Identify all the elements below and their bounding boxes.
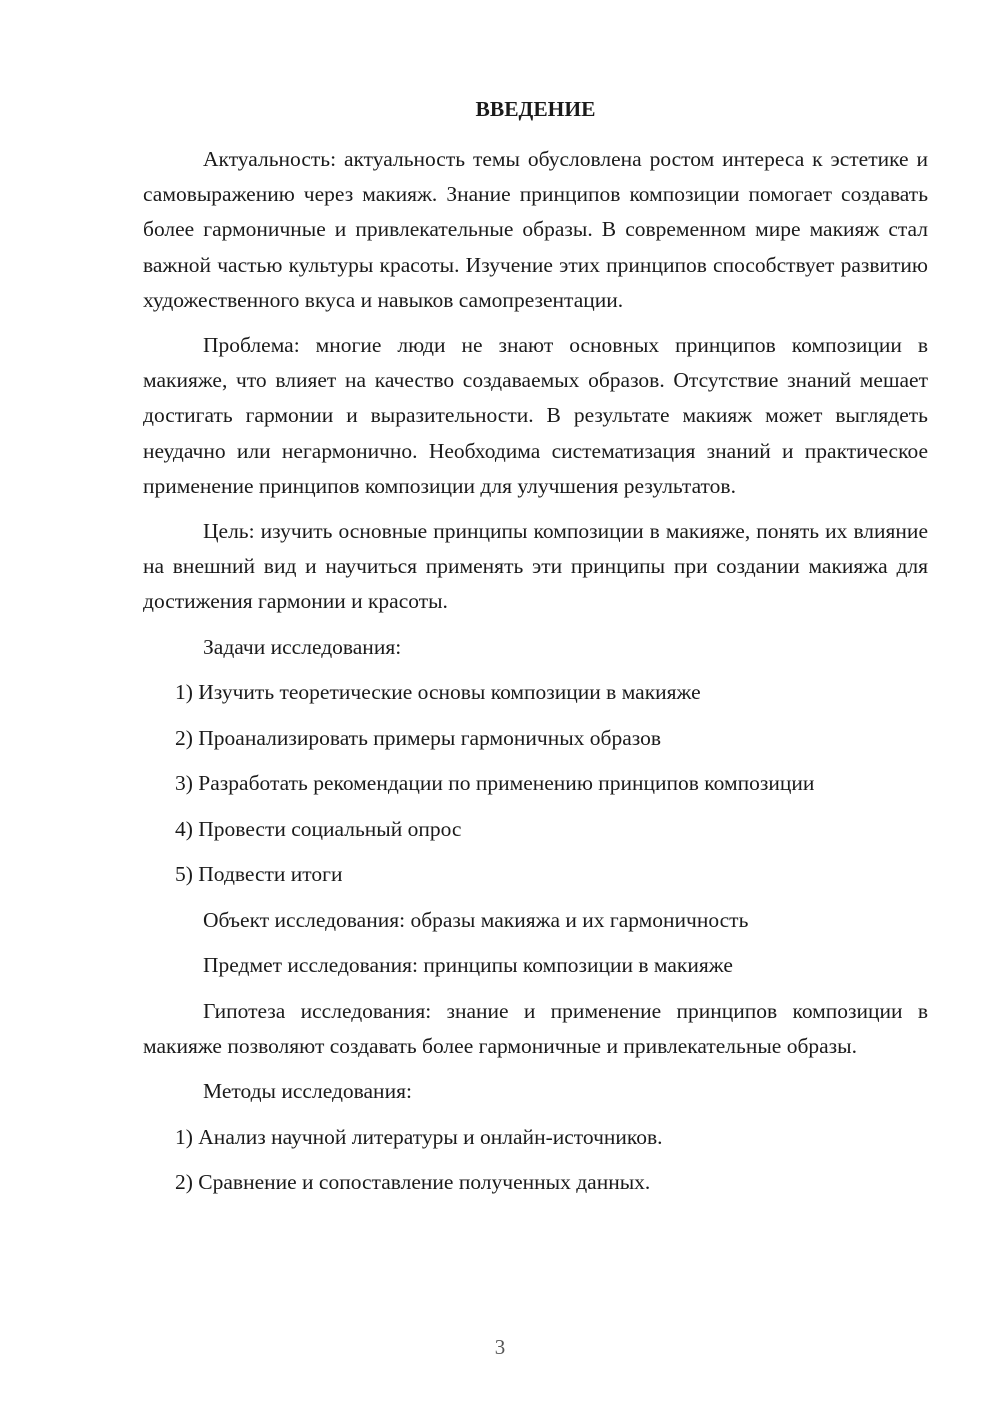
hypothesis-paragraph: Гипотеза исследования: знание и применение принципов композиции в макияже позволяют создавать более гармоничные и привлекательные образы.	[143, 998, 928, 1058]
research-object: Объект исследования: образы макияжа и их гармоничность	[203, 907, 749, 932]
page-number: 3	[494, 1335, 506, 1359]
list-item: 1) Изучить теоретические основы композиции в макияже	[175, 680, 701, 705]
list-item: 4) Провести социальный опрос	[175, 816, 462, 841]
methods-list	[143, 1120, 928, 1201]
list-item: 3) Разработать рекомендации по применению принципов композиции	[175, 771, 815, 796]
goal-paragraph: Цель: изучить основные принципы композиции в макияже, понять их влияние на внешний вид и научиться применять эти принципы при создании макияжа для достижения гармонии и красоты.	[143, 519, 928, 614]
tasks-heading: Задачи исследования:	[203, 634, 402, 659]
list-item: 1) Анализ научной литературы и онлайн-источников.	[175, 1124, 663, 1149]
list-item: 2) Проанализировать примеры гармоничных образов	[175, 725, 662, 750]
document-page	[143, 92, 928, 1211]
problem-paragraph: Проблема: многие люди не знают основных принципов композиции в макияже, что влияет на качество создаваемых образов. Отсутствие знаний мешает достигать гармонии и выразительности. В результате макияж может выглядеть неудачно или негармонично. Необходима систематизация знаний и практическое применение принципов композиции для улучшения результатов.	[143, 333, 928, 498]
list-item: 2) Сравнение и сопоставление полученных данных.	[175, 1170, 651, 1195]
tasks-list	[143, 675, 928, 892]
section-title: ВВЕДЕНИЕ	[475, 97, 596, 121]
list-item: 5) Подвести итоги	[175, 862, 343, 887]
relevance-paragraph: Актуальность: актуальность темы обусловлена ростом интереса к эстетике и самовыражению через макияж. Знание принципов композиции помогает создавать более гармоничные и привлекательные образы. В современном мире макияж стал важной частью культуры красоты. Изучение этих принципов способствует развитию художественного вкуса и навыков самопрезентации.	[143, 147, 928, 312]
methods-heading: Методы исследования:	[203, 1079, 412, 1104]
research-subject: Предмет исследования: принципы композиции в макияже	[203, 953, 733, 978]
